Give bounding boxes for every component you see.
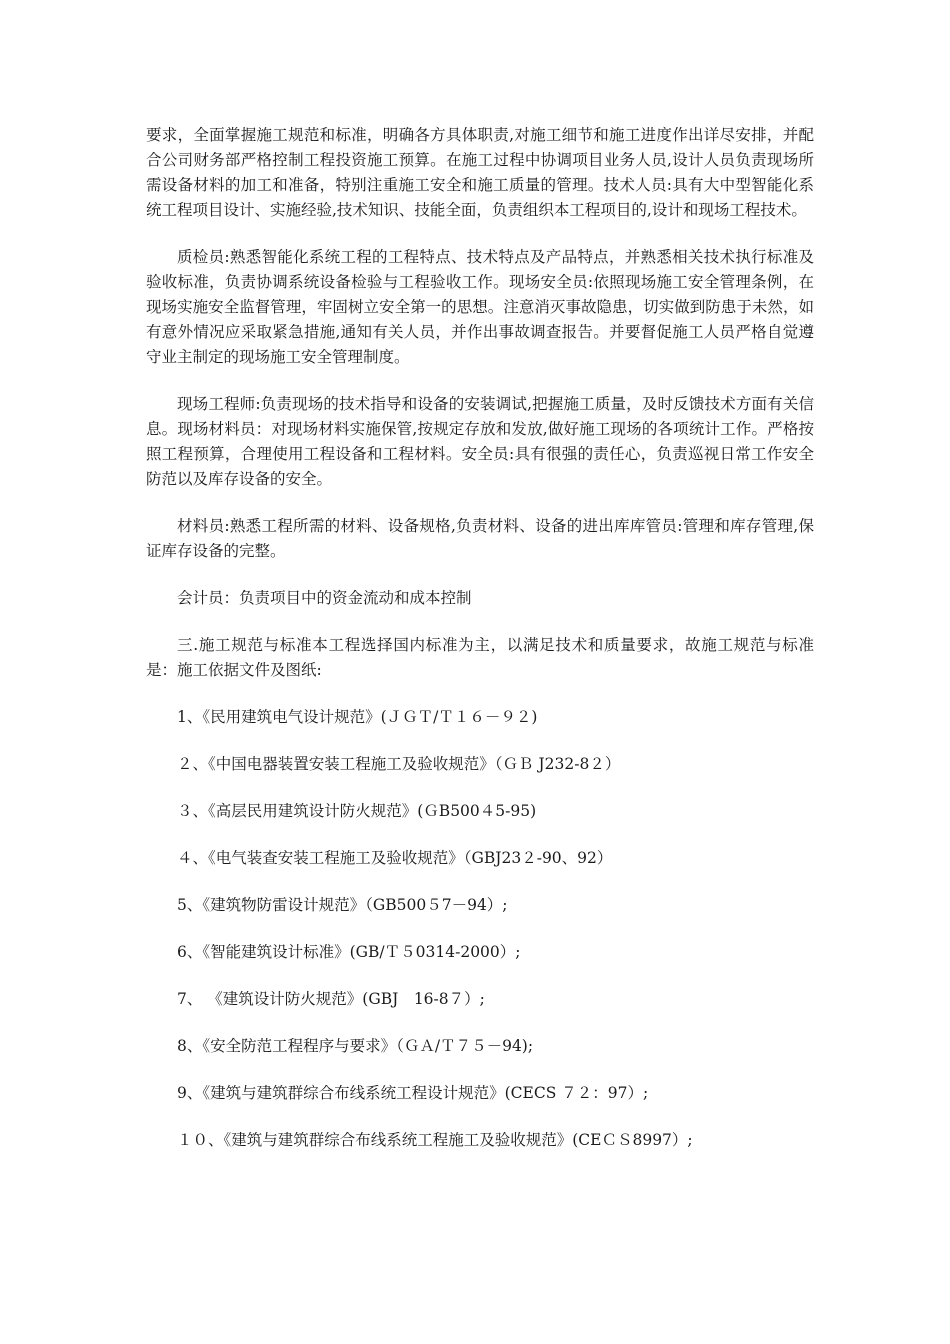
paragraph-site-engineer: 现场工程师:负责现场的技术指导和设备的安装调试,把握施工质量，及时反馈技术方面有关信息。现场材料员：对现场材料实施保管,按规定存放和发放,做好施工现场的各项统计工作。严格按照工程预算，合理使用工程设备和工程材料。安全员:具有很强的责任心，负责巡视日常工作安全防范以及库存设备的安全。 [146, 395, 814, 488]
list-item: ４、《电气装查安装工程施工及验收规范》（GBJ23２-90、92） [177, 849, 613, 867]
paragraph-quality-inspector: 质检员:熟悉智能化系统工程的工程特点、技术特点及产品特点，并熟悉相关技术执行标准及验收标准，负责协调系统设备检验与工程验收工作。现场安全员:依照现场施工安全管理条例，在现场实施安全监督管理，牢固树立安全第一的思想。注意消灭事故隐患，切实做到防患于未然，如有意外情况应采取紧急措施,通知有关人员，并作出事故调查报告。并要督促施工人员严格自觉遵守业主制定的现场施工安全管理制度。 [146, 248, 814, 366]
list-item: 9、《建筑与建筑群综合布线系统工程设计规范》(CECS ７２：97）; [177, 1084, 649, 1102]
list-item: 8、《安全防范工程程序与要求》（ＧＡ/Ｔ７５－94); [177, 1037, 534, 1055]
paragraph-management-duties: 要求，全面掌握施工规范和标准，明确各方具体职责,对施工细节和施工进度作出详尽安排，并配合公司财务部严格控制工程投资施工预算。在施工过程中协调项目业务人员,设计人员负责现场所需设备材料的加工和准备，特别注重施工安全和施工质量的管理。技术人员:具有大中型智能化系统工程项目设计、实施经验,技术知识、技能全面，负责组织本工程项目的,设计和现场工程技术。 [146, 126, 814, 219]
list-item: 5、《建筑物防雷设计规范》（GB500５7－94）; [177, 896, 508, 914]
paragraph-accountant: 会计员：负责项目中的资金流动和成本控制 [177, 589, 472, 607]
list-item: 7、 《建筑设计防火规范》(GBJ 16-8７）; [177, 990, 485, 1008]
list-item: １０、《建筑与建筑群综合布线系统工程施工及验收规范》(CEＣＳ8997）; [177, 1131, 693, 1149]
standards-list [146, 705, 814, 1175]
list-item: ２、《中国电器装置安装工程施工及验收规范》（ＧＢ J232-8２） [177, 755, 621, 773]
list-item: 6、《智能建筑设计标准》(GB/Ｔ５0314-2000）; [177, 943, 521, 961]
document-body [146, 123, 814, 1175]
paragraph-construction-standards: 三.施工规范与标准本工程选择国内标准为主，以满足技术和质量要求，故施工规范与标准是：施工依据文件及图纸: [146, 636, 814, 679]
list-item: ３、《高层民用建筑设计防火规范》(ＧB500４5-95) [177, 802, 537, 820]
list-item: 1、《民用建筑电气设计规范》(ＪＧＴ/Ｔ１６－９２) [177, 708, 538, 726]
paragraph-material-staff: 材料员:熟悉工程所需的材料、设备规格,负责材料、设备的进出库库管员:管理和库存管理,保证库存设备的完整。 [146, 517, 814, 560]
